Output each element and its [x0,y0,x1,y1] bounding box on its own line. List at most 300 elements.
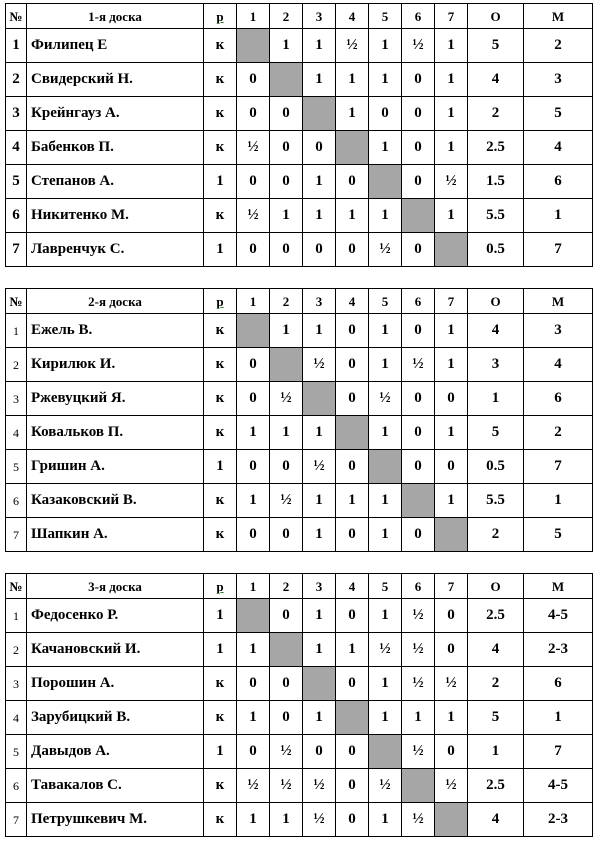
game-result: 1 [303,701,336,735]
game-result: 1 [369,803,402,837]
game-result: 1 [435,199,468,233]
player-number: 6 [6,769,27,803]
player-number: 3 [6,97,27,131]
player-name: Петрушкевич М. [27,803,204,837]
game-result: 0 [303,735,336,769]
game-result: ½ [303,348,336,382]
header-rating [204,4,237,29]
header-col-3: 3 [303,574,336,599]
table-row [6,165,593,199]
game-result: 1 [270,416,303,450]
game-result: 0 [336,803,369,837]
player-rating: 1 [204,165,237,199]
table-row [6,599,593,633]
game-result: 1 [336,484,369,518]
game-result: 0 [435,735,468,769]
game-result: 1 [435,314,468,348]
header-col-4: 4 [336,574,369,599]
player-name: Федосенко Р. [27,599,204,633]
game-result: 1 [369,131,402,165]
game-result: 1 [369,701,402,735]
player-points: 5.5 [468,484,524,518]
game-result: 1 [336,199,369,233]
game-result: ½ [270,484,303,518]
game-result: 1 [369,63,402,97]
player-number: 6 [6,199,27,233]
player-points: 5 [468,701,524,735]
game-result: ½ [402,803,435,837]
game-result: ½ [237,131,270,165]
game-result: ½ [336,29,369,63]
game-result: 1 [270,29,303,63]
player-place: 2-3 [524,633,593,667]
game-result: 0 [336,233,369,267]
game-result: 0 [237,97,270,131]
player-number: 1 [6,314,27,348]
header-col-2: 2 [270,4,303,29]
player-rating: 1 [204,633,237,667]
game-result: 1 [435,29,468,63]
header-rating [204,574,237,599]
player-name: Зарубицкий В. [27,701,204,735]
player-place: 2-3 [524,803,593,837]
header-col-3: 3 [303,4,336,29]
board-title: 3-я доска [27,574,204,599]
player-number: 7 [6,233,27,267]
player-name: Ковальков П. [27,416,204,450]
game-result: ½ [402,633,435,667]
player-number: 2 [6,633,27,667]
game-result: ½ [270,735,303,769]
header-col-4: 4 [336,289,369,314]
player-rating: 1 [204,233,237,267]
player-place: 5 [524,97,593,131]
game-result: ½ [402,29,435,63]
player-rating: к [204,131,237,165]
player-name: Казаковский В. [27,484,204,518]
board-title: 2-я доска [27,289,204,314]
header-col-5: 5 [369,4,402,29]
game-result: 0 [336,599,369,633]
game-result: 1 [303,314,336,348]
player-rating: к [204,416,237,450]
player-rating: к [204,803,237,837]
player-name: Качановский И. [27,633,204,667]
game-result: 0 [402,314,435,348]
self-cell [336,131,369,165]
game-result: ½ [435,667,468,701]
game-result: 0 [435,382,468,416]
header-col-6: 6 [402,289,435,314]
player-place: 7 [524,233,593,267]
player-rating: к [204,667,237,701]
player-place: 7 [524,735,593,769]
player-number: 5 [6,735,27,769]
game-result: ½ [270,382,303,416]
player-number: 2 [6,63,27,97]
self-cell [402,484,435,518]
game-result: 1 [303,484,336,518]
player-name: Тавакалов С. [27,769,204,803]
game-result: 0 [336,348,369,382]
table-row [6,633,593,667]
player-points: 3 [468,348,524,382]
player-points: 2 [468,518,524,552]
game-result: 0 [336,382,369,416]
game-result: 0 [270,97,303,131]
player-place: 1 [524,199,593,233]
game-result: ½ [303,769,336,803]
player-name: Порошин А. [27,667,204,701]
game-result: ½ [402,735,435,769]
header-points: О [468,289,524,314]
table-row [6,199,593,233]
player-points: 5 [468,29,524,63]
game-result: ½ [270,769,303,803]
game-result: 0 [303,233,336,267]
table-row [6,314,593,348]
game-result: 0 [270,450,303,484]
game-result: ½ [402,599,435,633]
player-number: 2 [6,348,27,382]
player-place: 1 [524,701,593,735]
header-col-7: 7 [435,289,468,314]
self-cell [237,314,270,348]
game-result: 0 [237,382,270,416]
game-result: 0 [402,97,435,131]
game-result: 0 [402,518,435,552]
self-cell [369,165,402,199]
table-row [6,233,593,267]
game-result: 1 [270,803,303,837]
game-result: 0 [336,450,369,484]
header-col-7: 7 [435,574,468,599]
header-rating-label: р [216,293,224,309]
table-row [6,63,593,97]
game-result: 0 [237,735,270,769]
player-place: 2 [524,416,593,450]
self-cell [435,518,468,552]
board-1-table [5,3,593,267]
header-col-5: 5 [369,574,402,599]
self-cell [270,633,303,667]
player-number: 4 [6,416,27,450]
game-result: ½ [435,165,468,199]
self-cell [369,735,402,769]
player-number: 3 [6,667,27,701]
game-result: 0 [336,667,369,701]
game-result: 0 [237,518,270,552]
game-result: 0 [402,63,435,97]
game-result: 1 [369,199,402,233]
game-result: 1 [303,518,336,552]
game-result: ½ [402,348,435,382]
table-row [6,450,593,484]
game-result: 1 [303,599,336,633]
player-name: Ржевуцкий Я. [27,382,204,416]
player-place: 2 [524,29,593,63]
self-cell [402,769,435,803]
player-rating: к [204,348,237,382]
table-row [6,667,593,701]
game-result: ½ [369,633,402,667]
player-number: 3 [6,382,27,416]
player-points: 2.5 [468,599,524,633]
game-result: 1 [435,63,468,97]
game-result: 0 [336,518,369,552]
player-number: 5 [6,450,27,484]
header-col-2: 2 [270,574,303,599]
game-result: 0 [270,165,303,199]
game-result: ½ [369,382,402,416]
game-result: 1 [303,199,336,233]
player-rating: к [204,314,237,348]
game-result: 0 [237,348,270,382]
table-row [6,484,593,518]
game-result: 0 [237,450,270,484]
header-no: № [6,289,27,314]
game-result: 0 [270,701,303,735]
player-points: 4 [468,633,524,667]
player-rating: к [204,701,237,735]
self-cell [402,199,435,233]
game-result: 1 [369,667,402,701]
header-row [6,4,593,29]
player-name: Кирилюк И. [27,348,204,382]
player-rating: к [204,518,237,552]
player-number: 1 [6,599,27,633]
board-title: 1-я доска [27,4,204,29]
table-row [6,803,593,837]
game-result: 0 [237,63,270,97]
player-name: Бабенков П. [27,131,204,165]
player-place: 4-5 [524,769,593,803]
game-result: 0 [237,233,270,267]
header-place: М [524,4,593,29]
game-result: ½ [369,233,402,267]
game-result: 1 [369,484,402,518]
game-result: 1 [369,416,402,450]
self-cell [270,63,303,97]
game-result: 1 [237,416,270,450]
game-result: 0 [270,599,303,633]
self-cell [237,599,270,633]
header-no: № [6,574,27,599]
header-col-5: 5 [369,289,402,314]
header-rating-label: р [216,8,224,24]
player-name: Ежель В. [27,314,204,348]
self-cell [369,450,402,484]
player-place: 3 [524,314,593,348]
player-place: 5 [524,518,593,552]
game-result: 1 [435,701,468,735]
player-name: Филипец Е [27,29,204,63]
game-result: 1 [402,701,435,735]
game-result: 0 [237,667,270,701]
self-cell [270,348,303,382]
game-result: ½ [435,769,468,803]
player-name: Степанов А. [27,165,204,199]
game-result: 1 [435,416,468,450]
game-result: 1 [369,599,402,633]
player-place: 4 [524,131,593,165]
game-result: 1 [237,803,270,837]
header-points: О [468,4,524,29]
player-place: 6 [524,165,593,199]
table-row [6,701,593,735]
player-place: 1 [524,484,593,518]
player-points: 0.5 [468,450,524,484]
game-result: 0 [270,667,303,701]
player-points: 5.5 [468,199,524,233]
player-number: 7 [6,803,27,837]
player-rating: к [204,484,237,518]
game-result: 0 [369,97,402,131]
header-row [6,289,593,314]
player-name: Шапкин А. [27,518,204,552]
header-col-1: 1 [237,574,270,599]
self-cell [303,382,336,416]
table-row [6,518,593,552]
game-result: ½ [237,199,270,233]
player-points: 4 [468,803,524,837]
game-result: 0 [336,314,369,348]
player-name: Лавренчук С. [27,233,204,267]
player-number: 1 [6,29,27,63]
game-result: 1 [369,348,402,382]
table-row [6,416,593,450]
player-rating: к [204,63,237,97]
game-result: 0 [270,131,303,165]
player-points: 4 [468,314,524,348]
player-name: Никитенко М. [27,199,204,233]
player-rating: к [204,199,237,233]
game-result: 1 [237,701,270,735]
header-no: № [6,4,27,29]
player-rating: к [204,769,237,803]
game-result: 1 [270,199,303,233]
player-number: 7 [6,518,27,552]
player-name: Свидерский Н. [27,63,204,97]
self-cell [336,701,369,735]
game-result: 0 [270,518,303,552]
player-points: 1.5 [468,165,524,199]
board-2-table [5,288,593,552]
game-result: 1 [369,29,402,63]
player-number: 4 [6,701,27,735]
player-rating: 1 [204,735,237,769]
board-3-table [5,573,593,837]
table-row [6,382,593,416]
game-result: 0 [402,382,435,416]
game-result: 1 [369,518,402,552]
player-name: Гришин А. [27,450,204,484]
table-row [6,348,593,382]
game-result: 1 [435,131,468,165]
header-col-1: 1 [237,289,270,314]
player-points: 5 [468,416,524,450]
table-row [6,735,593,769]
header-col-4: 4 [336,4,369,29]
game-result: 1 [303,63,336,97]
game-result: 1 [435,484,468,518]
self-cell [435,803,468,837]
header-col-2: 2 [270,289,303,314]
player-number: 6 [6,484,27,518]
table-row [6,769,593,803]
player-rating: 1 [204,450,237,484]
player-points: 2 [468,667,524,701]
game-result: 0 [402,131,435,165]
player-place: 6 [524,382,593,416]
game-result: 0 [336,735,369,769]
player-place: 6 [524,667,593,701]
header-col-6: 6 [402,574,435,599]
player-rating: 1 [204,599,237,633]
player-points: 4 [468,63,524,97]
game-result: 1 [303,29,336,63]
game-result: 0 [435,450,468,484]
player-number: 4 [6,131,27,165]
game-result: 1 [270,314,303,348]
player-place: 4-5 [524,599,593,633]
self-cell [237,29,270,63]
player-points: 1 [468,382,524,416]
player-rating: к [204,29,237,63]
header-col-6: 6 [402,4,435,29]
game-result: ½ [369,769,402,803]
game-result: 1 [336,63,369,97]
header-col-1: 1 [237,4,270,29]
game-result: 0 [402,450,435,484]
game-result: 0 [336,165,369,199]
game-result: 0 [402,165,435,199]
player-points: 0.5 [468,233,524,267]
player-place: 3 [524,63,593,97]
header-place: М [524,574,593,599]
game-result: 1 [336,97,369,131]
game-result: 1 [435,348,468,382]
game-result: 0 [435,599,468,633]
table-row [6,29,593,63]
player-rating: к [204,382,237,416]
player-name: Давыдов А. [27,735,204,769]
game-result: 1 [435,97,468,131]
game-result: 1 [237,484,270,518]
game-result: 1 [369,314,402,348]
header-place: М [524,289,593,314]
game-result: 0 [237,165,270,199]
game-result: 1 [237,633,270,667]
game-result: 0 [270,233,303,267]
game-result: 1 [303,165,336,199]
header-rating [204,289,237,314]
game-result: 0 [336,769,369,803]
game-result: ½ [303,450,336,484]
self-cell [435,233,468,267]
game-result: 1 [303,416,336,450]
table-row [6,97,593,131]
game-result: 0 [402,233,435,267]
game-result: 1 [336,633,369,667]
game-result: 0 [435,633,468,667]
player-points: 2.5 [468,131,524,165]
table-row [6,131,593,165]
self-cell [303,97,336,131]
player-points: 1 [468,735,524,769]
game-result: ½ [402,667,435,701]
game-result: ½ [237,769,270,803]
